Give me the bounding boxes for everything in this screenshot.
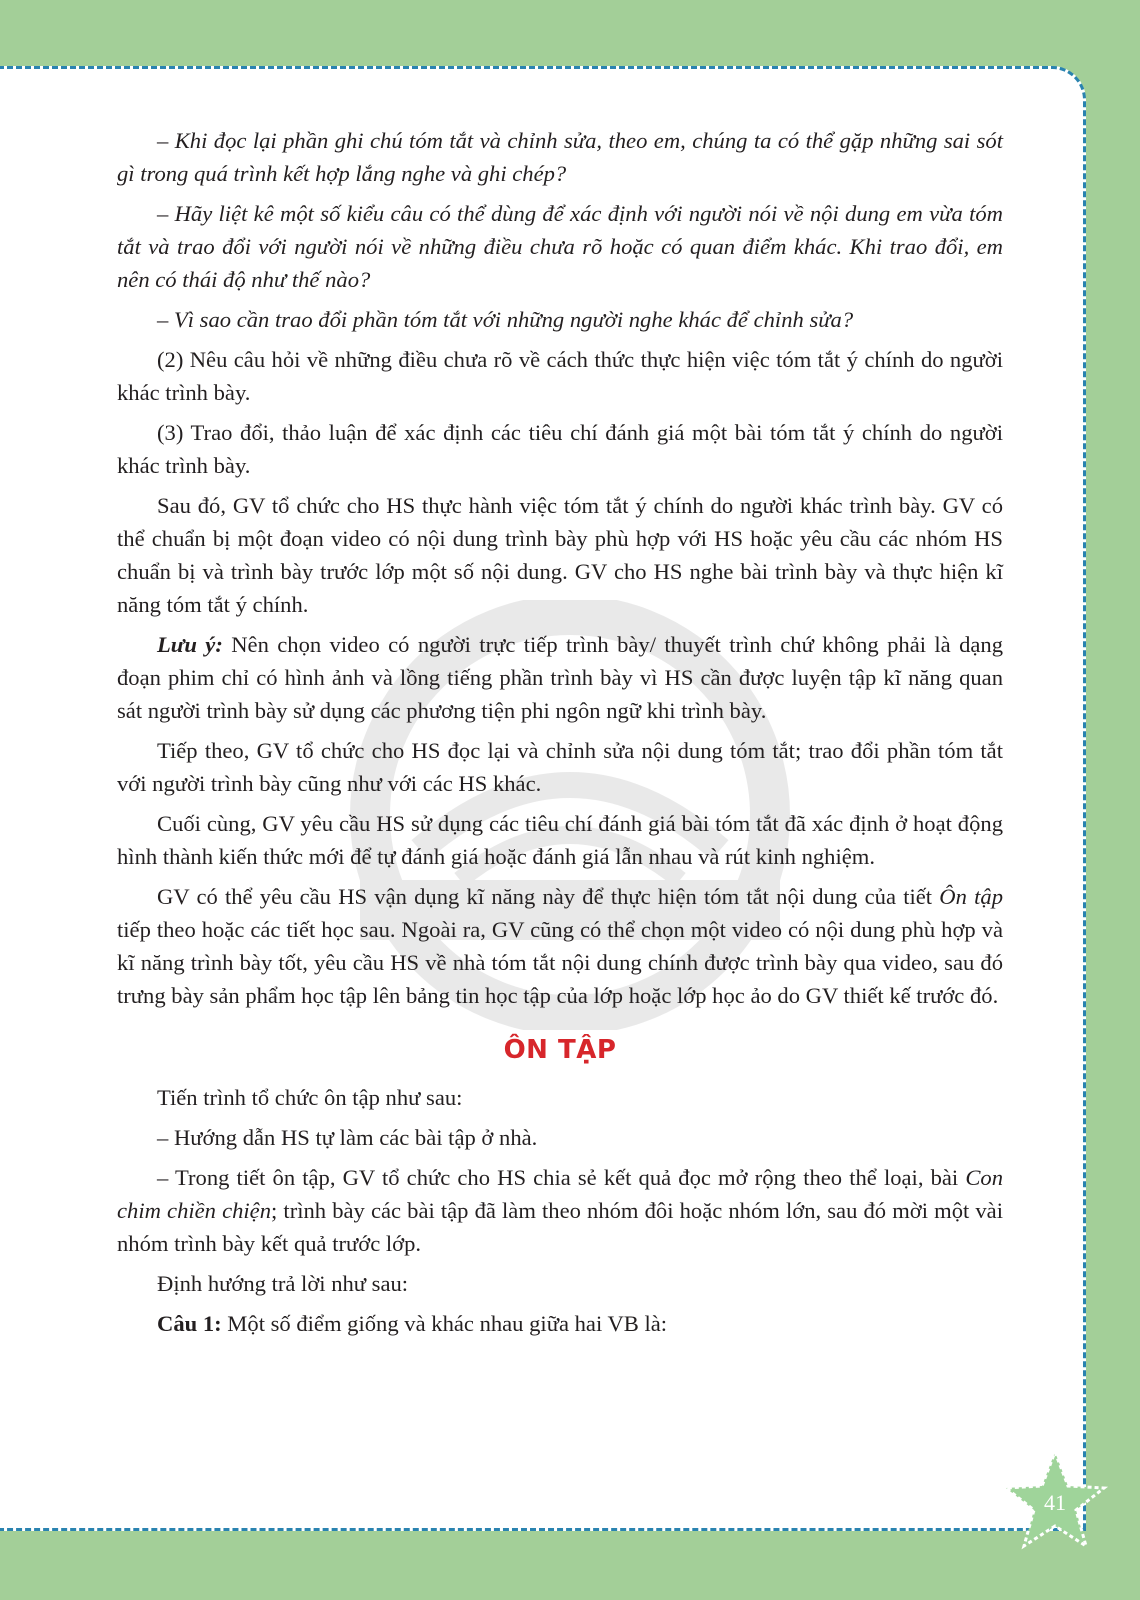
review-direction: Định hướng trả lời như sau: [157,1271,409,1296]
apply-text-a: GV có thể yêu cầu HS vận dụng kĩ năng này để thực hiện tóm tắt nội dung của tiết [157,884,940,909]
item2-text-a: – Trong tiết ôn tập, GV tổ chức cho HS chia sẻ kết quả đọc mở rộng theo thể loại, bài [157,1165,966,1190]
paragraph-next: Tiếp theo, GV tổ chức cho HS đọc lại và chỉnh sửa nội dung tóm tắt; trao đổi phần tóm tắt với người trình bày cũng như với các HS khác. [117,738,1003,796]
apply-text-italic: Ôn tập [939,884,1003,909]
page-number: 41 [1044,1490,1066,1515]
q1-text: Một số điểm giống và khác nhau giữa hai VB là: [221,1311,668,1336]
review-question-1 [117,1307,1003,1340]
paragraph-step-3: (3) Trao đổi, thảo luận để xác định các tiêu chí đánh giá một bài tóm tắt ý chính do người khác trình bày. [117,420,1003,478]
note-label: Lưu ý: [157,632,223,657]
paragraph-final: Cuối cùng, GV yêu cầu HS sử dụng các tiêu chí đánh giá bài tóm tắt đã xác định ở hoạt động hình thành kiến thức mới để tự đánh giá hoặc đánh giá lẫn nhau và rút kinh nghiệm. [117,811,1003,869]
paragraph-note [117,628,1003,727]
apply-text-b: tiếp theo hoặc các tiết học sau. Ngoài ra, GV cũng có thể chọn một video có nội dung phù hợp và kĩ năng trình bày tốt, yêu cầu HS về nhà tóm tắt nội dung chính được trình bày qua video, sau đó trưng bày sản phẩm học tập lên bảng tin học tập của lớp hoặc lớp học ảo do GV thiết kế trước đó. [117,917,1003,1008]
question-3: – Vì sao cần trao đổi phần tóm tắt với những người nghe khác để chỉnh sửa? [157,307,854,332]
review-item-1: – Hướng dẫn HS tự làm các bài tập ở nhà. [157,1125,538,1150]
paragraph-practice: Sau đó, GV tổ chức cho HS thực hành việc tóm tắt ý chính do người khác trình bày. GV có thể chuẩn bị một đoạn video có nội dung trình bày phù hợp với HS hoặc yêu cầu các nhóm HS chuẩn bị và trình bày trước lớp một số nội dung. GV cho HS nghe bài trình bày và thực hiện kĩ năng tóm tắt ý chính. [117,493,1003,617]
q1-label: Câu 1: [157,1311,222,1336]
item2-text-italic: Con chim chiền chiện [117,1165,1003,1223]
section-heading: ÔN TẬP [503,1035,617,1065]
page-content [117,124,1003,1347]
review-intro: Tiến trình tổ chức ôn tập như sau: [157,1085,463,1110]
question-2: – Hãy liệt kê một số kiểu câu có thể dùng để xác định với người nói về nội dung em vừa tóm tắt và trao đổi với người nói về những điều chưa rõ hoặc có quan điểm khác. Khi trao đổi, em nên có thái độ như thế nào? [117,201,1003,292]
question-1: – Khi đọc lại phần ghi chú tóm tắt và chỉnh sửa, theo em, chúng ta có thể gặp những sai sót gì trong quá trình kết hợp lắng nghe và ghi chép? [117,128,1003,186]
paragraph-step-2: (2) Nêu câu hỏi về những điều chưa rõ về cách thức thực hiện việc tóm tắt ý chính do người khác trình bày. [117,347,1003,405]
paragraph-apply [117,880,1003,1012]
note-text: Nên chọn video có người trực tiếp trình bày/ thuyết trình chứ không phải là dạng đoạn phim chỉ có hình ảnh và lồng tiếng phần trình bày vì HS cần được luyện tập kĩ năng quan sát người trình bày sử dụng các phương tiện phi ngôn ngữ khi trình bày. [117,632,1003,723]
review-item-2 [117,1161,1003,1260]
item2-text-b: ; trình bày các bài tập đã làm theo nhóm đôi hoặc nhóm lớn, sau đó mời một vài nhóm trình bày kết quả trước lớp. [117,1198,1003,1256]
